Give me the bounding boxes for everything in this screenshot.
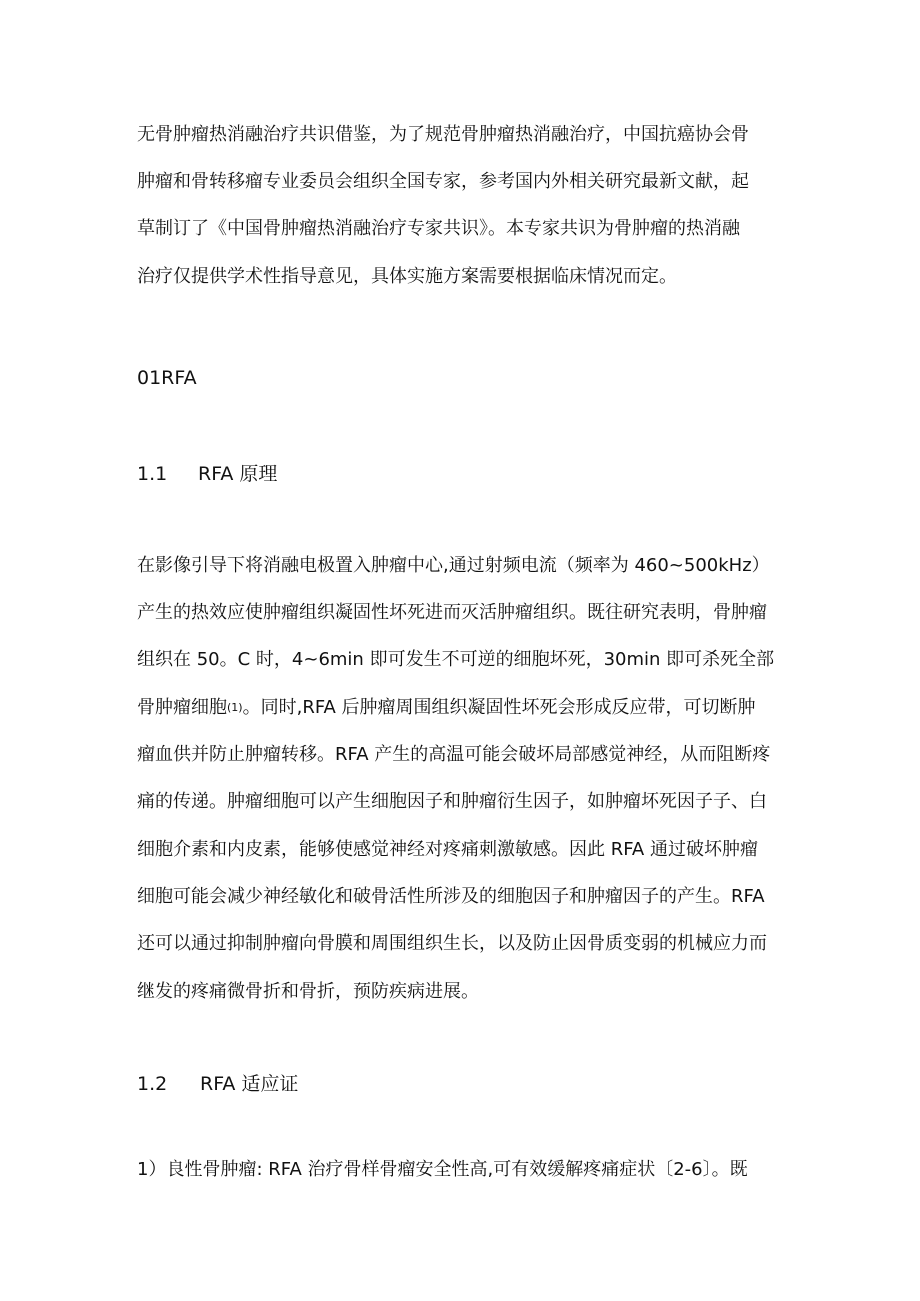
intro-line-4: 治疗仅提供学术性指导意见，具体实施方案需要根据临床情况而定。 [137,266,677,287]
citation-ref: (1) [227,701,243,714]
principle-line-2: 产生的热效应使肿瘤组织凝固性坏死进而灭活肿瘤组织。既往研究表明，骨肿瘤 [137,602,767,623]
section-title: 01RFA [137,367,197,389]
principle-line-5: 瘤血供并防止肿瘤转移。RFA 产生的高温可能会破坏局部感觉神经，从而阻断疼 [137,744,771,765]
principle-line-4-end: 。同时,RFA 后肿瘤周围组织凝固性坏死会形成反应带，可切断肿 [242,697,756,718]
principle-line-3: 组织在 50。C 时，4~6min 即可发生不可逆的细胞坏死，30min 即可杀死全部 [137,649,775,670]
principle-line-7: 细胞介素和内皮素，能够使感觉神经对疼痛刺激敏感。因此 RFA 通过破坏肿瘤 [137,839,758,860]
intro-line-3: 草制订了《中国骨肿瘤热消融治疗专家共识》。本专家共识为骨肿瘤的热消融 [137,218,740,239]
principle-line-8: 细胞可能会减少神经敏化和破骨活性所涉及的细胞因子和肿瘤因子的产生。RFA [137,886,765,907]
indication-line-1: 1）良性骨肿瘤: RFA 治疗骨样骨瘤安全性高,可有效缓解疼痛症状〔2-6〕。既 [137,1159,748,1180]
subsection-number: 1.2 [137,1073,168,1095]
principle-line-6: 痛的传递。肿瘤细胞可以产生细胞因子和肿瘤衍生因子，如肿瘤坏死因子子、白 [137,791,767,812]
principle-line-4 [137,696,797,720]
subsection-title: RFA 适应证 [200,1073,299,1095]
principle-line-10: 继发的疼痛微骨折和骨折，预防疾病进展。 [137,981,479,1002]
intro-line-2: 肿瘤和骨转移瘤专业委员会组织全国专家，参考国内外相关研究最新文献，起 [137,171,749,192]
principle-line-9: 还可以通过抑制肿瘤向骨膜和周围组织生长，以及防止因骨质变弱的机械应力而 [137,933,767,954]
subsection-title: RFA 原理 [198,463,278,485]
subsection-1-1-heading [137,462,797,486]
principle-line-1: 在影像引导下将消融电极置入肿瘤中心,通过射频电流（频率为 460~500kHz） [137,555,770,576]
principle-line-4-start: 骨肿瘤细胞 [137,697,227,718]
subsection-number: 1.1 [137,463,168,485]
subsection-1-2-heading [137,1072,797,1096]
intro-line-1: 无骨肿瘤热消融治疗共识借鉴，为了规范骨肿瘤热消融治疗，中国抗癌协会骨 [137,124,749,145]
